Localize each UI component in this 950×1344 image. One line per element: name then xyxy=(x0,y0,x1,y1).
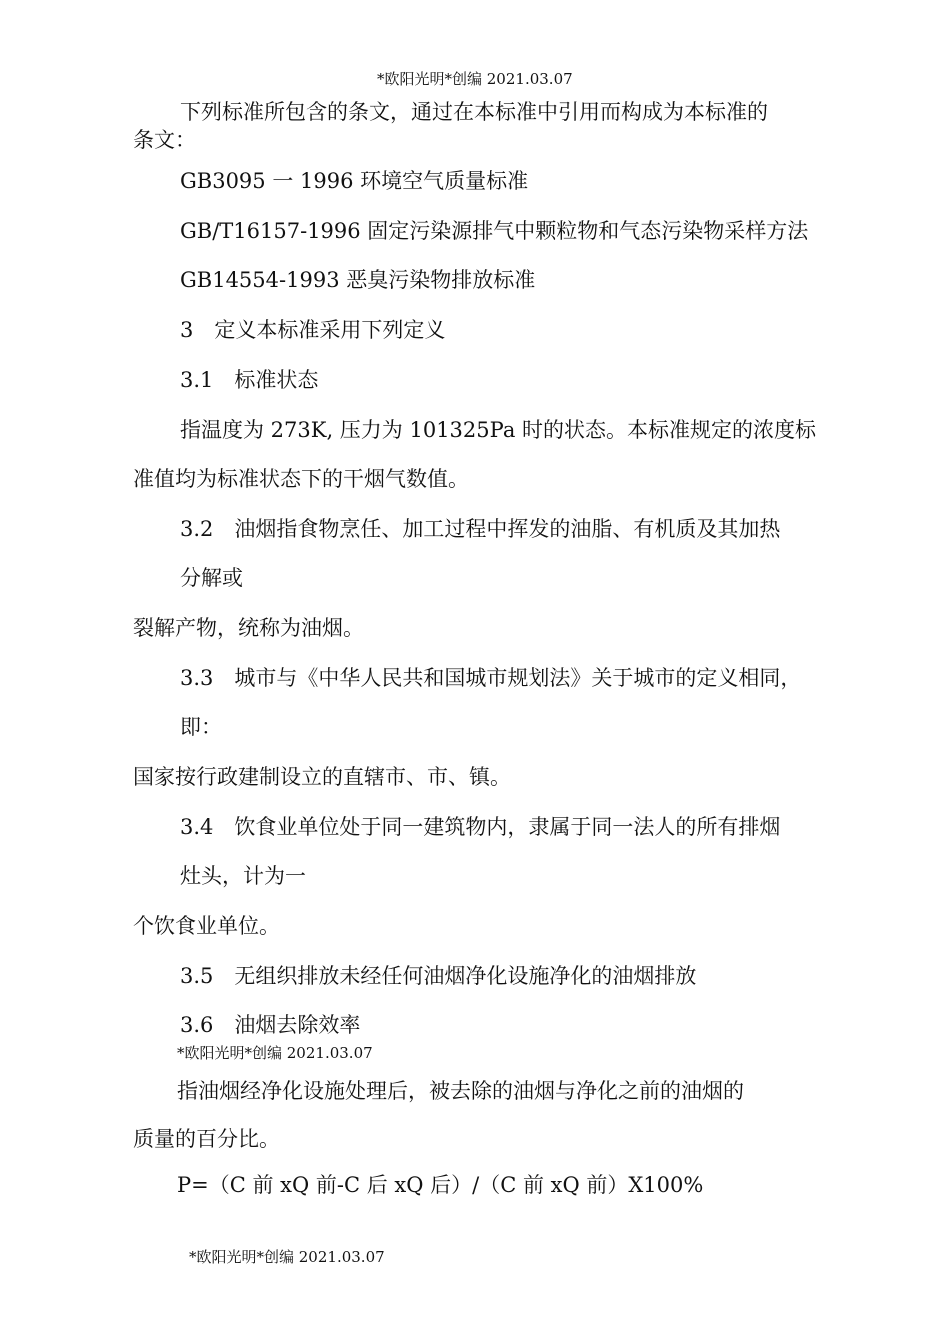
efficiency-formula: P=（C 前 xQ 前-C 后 xQ 后）/（C 前 xQ 前）X100% xyxy=(177,1173,704,1197)
standard-ref-1: GB3095 一 1996 环境空气质量标准 xyxy=(180,169,529,193)
section-3-2-line-2: 分解或 xyxy=(180,566,243,590)
page-footer: *欧阳光明*创编 2021.03.07 xyxy=(189,1248,385,1266)
intro-line-1: 下列标准所包含的条文，通过在本标准中引用而构成为本标准的 xyxy=(180,100,768,124)
section-3-heading: 3 定义本标准采用下列定义 xyxy=(180,318,446,342)
standard-ref-3: GB14554-1993 恶臭污染物排放标准 xyxy=(180,268,536,292)
section-3-4-line-1: 3.4 饮食业单位处于同一建筑物内，隶属于同一法人的所有排烟 xyxy=(180,815,781,839)
section-3-4-line-3: 个饮食业单位。 xyxy=(133,914,280,938)
page-header-mid: *欧阳光明*创编 2021.03.07 xyxy=(177,1044,373,1062)
page-header-top: *欧阳光明*创编 2021.03.07 xyxy=(377,70,573,88)
section-3-5-heading: 3.5 无组织排放未经任何油烟净化设施净化的油烟排放 xyxy=(180,964,697,988)
definition-3-1-line-2: 准值均为标准状态下的干烟气数值。 xyxy=(133,467,469,491)
section-3-3-line-1: 3.3 城市与《中华人民共和国城市规划法》关于城市的定义相同， xyxy=(180,666,802,690)
section-3-1-heading: 3.1 标准状态 xyxy=(180,368,319,392)
section-3-4-line-2: 灶头，计为一 xyxy=(180,864,306,888)
standard-ref-2: GB/T16157-1996 固定污染源排气中颗粒物和气态污染物采样方法 xyxy=(180,219,809,243)
section-3-6-heading: 3.6 油烟去除效率 xyxy=(180,1013,361,1037)
section-3-3-line-3: 国家按行政建制设立的直辖市、市、镇。 xyxy=(133,765,511,789)
definition-3-6-line-2: 质量的百分比。 xyxy=(133,1127,280,1151)
section-3-3-line-2: 即： xyxy=(180,715,222,739)
definition-3-6-line-1: 指油烟经净化设施处理后，被去除的油烟与净化之前的油烟的 xyxy=(177,1079,744,1103)
section-3-2-line-1: 3.2 油烟指食物烹任、加工过程中挥发的油脂、有机质及其加热 xyxy=(180,517,781,541)
intro-line-2: 条文： xyxy=(133,128,196,152)
section-3-2-line-3: 裂解产物，统称为油烟。 xyxy=(133,616,364,640)
definition-3-1-line-1: 指温度为 273K, 压力为 101325Pa 时的状态。本标准规定的浓度标 xyxy=(180,418,817,442)
